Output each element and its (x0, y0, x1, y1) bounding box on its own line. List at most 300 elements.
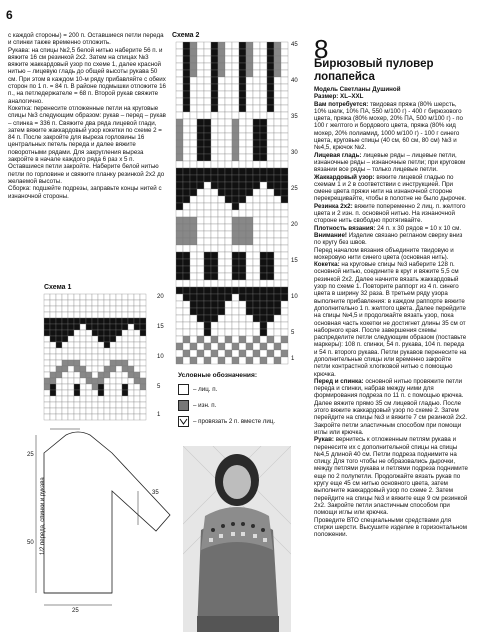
stitch-cell (110, 312, 116, 318)
stitch-cell (211, 350, 218, 357)
stitch-cell (134, 312, 140, 318)
stitch-cell (260, 238, 267, 245)
stitch-cell (218, 63, 225, 70)
stitch-cell (211, 266, 218, 273)
stitch-cell (267, 217, 274, 224)
stitch-cell (56, 330, 62, 336)
stitch-cell (246, 252, 253, 259)
stitch-cell (239, 224, 246, 231)
stitch-cell (140, 318, 146, 324)
stitch-cell (190, 259, 197, 266)
stitch-cell (218, 315, 225, 322)
stitch-cell (211, 56, 218, 63)
stitch-cell (260, 266, 267, 273)
stitch-cell (260, 231, 267, 238)
stitch-cell (232, 287, 239, 294)
stitch-cell (211, 301, 218, 308)
stitch-cell (274, 49, 281, 56)
stitch-cell (218, 357, 225, 364)
stitch-cell (239, 252, 246, 259)
stitch-cell (197, 308, 204, 315)
stitch-cell (128, 294, 134, 300)
stitch-cell (56, 336, 62, 342)
stitch-cell (140, 342, 146, 348)
stitch-cell (260, 196, 267, 203)
stitch-cell (232, 196, 239, 203)
stitch-cell (239, 343, 246, 350)
stitch-cell (253, 203, 260, 210)
stitch-cell (92, 402, 98, 408)
stitch-cell (197, 119, 204, 126)
stitch-cell (239, 105, 246, 112)
stitch-cell (267, 224, 274, 231)
stitch-cell (232, 56, 239, 63)
stitch-cell (86, 378, 92, 384)
stitch-cell (104, 384, 110, 390)
stitch-cell (204, 196, 211, 203)
stitch-cell (232, 98, 239, 105)
stitch-cell (246, 161, 253, 168)
stitch-cell (190, 140, 197, 147)
stitch-cell (74, 396, 80, 402)
stitch-cell (197, 63, 204, 70)
stitch-cell (267, 56, 274, 63)
section-label: Кокетка: (314, 261, 340, 269)
stitch-cell (134, 360, 140, 366)
stitch-cell (211, 126, 218, 133)
stitch-cell (190, 308, 197, 315)
stitch-cell (190, 84, 197, 91)
stitch-cell (80, 318, 86, 324)
schematic-rotated-label: 1/2 переда, спинки и рукава (40, 477, 46, 555)
stitch-cell (56, 300, 62, 306)
stitch-cell (197, 133, 204, 140)
stitch-cell (225, 217, 232, 224)
stitch-cell (68, 366, 74, 372)
stitch-cell (104, 318, 110, 324)
stitch-cell (260, 224, 267, 231)
legend-title: Условные обозначения: (178, 372, 258, 379)
stitch-cell (239, 245, 246, 252)
stitch-cell (110, 414, 116, 420)
stitch-cell (260, 203, 267, 210)
stitch-cell (98, 390, 104, 396)
stitch-cell (56, 324, 62, 330)
stitch-cell (56, 306, 62, 312)
stitch-cell (86, 312, 92, 318)
stitch-cell (232, 259, 239, 266)
stitch-cell (183, 161, 190, 168)
stitch-cell (232, 245, 239, 252)
stitch-cell (267, 343, 274, 350)
stitch-cell (134, 378, 140, 384)
stitch-cell (92, 324, 98, 330)
stitch-cell (110, 318, 116, 324)
stitch-cell (140, 324, 146, 330)
stitch-cell (204, 168, 211, 175)
stitch-cell (281, 140, 288, 147)
stitch-cell (211, 42, 218, 49)
stitch-cell (232, 168, 239, 175)
stitch-cell (260, 161, 267, 168)
stitch-cell (62, 306, 68, 312)
stitch-cell (74, 336, 80, 342)
stitch-cell (80, 408, 86, 414)
stitch-cell (225, 322, 232, 329)
stitch-cell (183, 357, 190, 364)
stitch-cell (110, 330, 116, 336)
stitch-cell (204, 252, 211, 259)
stitch-cell (239, 357, 246, 364)
stitch-cell (86, 354, 92, 360)
stitch-cell (134, 348, 140, 354)
stitch-cell (86, 402, 92, 408)
stitch-cell (92, 294, 98, 300)
stitch-cell (197, 126, 204, 133)
stitch-cell (204, 315, 211, 322)
stitch-cell (225, 63, 232, 70)
stitch-cell (281, 126, 288, 133)
stitch-cell (176, 357, 183, 364)
stitch-cell (176, 126, 183, 133)
stitch-cell (128, 384, 134, 390)
stitch-cell (232, 140, 239, 147)
stitch-cell (267, 161, 274, 168)
stitch-cell (281, 294, 288, 301)
stitch-cell (218, 140, 225, 147)
stitch-cell (281, 203, 288, 210)
stitch-cell (274, 238, 281, 245)
stitch-cell (204, 238, 211, 245)
stitch-cell (253, 84, 260, 91)
stitch-cell (274, 140, 281, 147)
stitch-cell (267, 336, 274, 343)
article-model: Модель Светланы Душиной (314, 86, 401, 93)
stitch-cell (183, 56, 190, 63)
stitch-cell (225, 245, 232, 252)
stitch-cell (122, 414, 128, 420)
stitch-cell (246, 350, 253, 357)
stitch-cell (183, 343, 190, 350)
stitch-cell (246, 273, 253, 280)
stitch-cell (225, 203, 232, 210)
stitch-cell (116, 300, 122, 306)
stitch-cell (274, 154, 281, 161)
stitch-cell (183, 308, 190, 315)
stitch-cell (56, 390, 62, 396)
stitch-cell (98, 366, 104, 372)
stitch-cell (211, 259, 218, 266)
stitch-cell (197, 147, 204, 154)
stitch-cell (122, 342, 128, 348)
stitch-cell (211, 336, 218, 343)
stitch-cell (239, 336, 246, 343)
stitch-cell (190, 56, 197, 63)
stitch-cell (239, 126, 246, 133)
stitch-cell (253, 252, 260, 259)
schema2-row-label: 15 (291, 258, 298, 264)
stitch-cell (253, 280, 260, 287)
stitch-cell (56, 342, 62, 348)
section-text: лицевые ряды – лицевые петли, изнаночные ряды – изнаночные петли; при круговом вязании все ряды – только лицевые петли. (314, 151, 466, 174)
stitch-cell (225, 182, 232, 189)
stitch-cell (197, 112, 204, 119)
stitch-cell (190, 63, 197, 70)
stitch-cell (74, 360, 80, 366)
stitch-cell (274, 350, 281, 357)
stitch-cell (218, 161, 225, 168)
stitch-cell (253, 238, 260, 245)
stitch-cell (267, 357, 274, 364)
stitch-cell (274, 112, 281, 119)
stitch-cell (74, 372, 80, 378)
stitch-cell (274, 336, 281, 343)
stitch-cell (204, 189, 211, 196)
stitch-cell (190, 196, 197, 203)
stitch-cell (253, 350, 260, 357)
stitch-cell (68, 378, 74, 384)
stitch-cell (204, 357, 211, 364)
schema1-row-label: 15 (157, 324, 164, 330)
stitch-cell (134, 306, 140, 312)
stitch-cell (204, 336, 211, 343)
section-label: Резинка 2х2: (314, 202, 353, 210)
stitch-cell (232, 119, 239, 126)
stitch-cell (218, 294, 225, 301)
stitch-cell (239, 63, 246, 70)
stitch-cell (122, 306, 128, 312)
stitch-cell (211, 273, 218, 280)
stitch-cell (253, 56, 260, 63)
stitch-cell (80, 300, 86, 306)
stitch-cell (274, 245, 281, 252)
stitch-cell (92, 354, 98, 360)
stitch-cell (218, 154, 225, 161)
stitch-cell (183, 175, 190, 182)
stitch-cell (86, 342, 92, 348)
stitch-cell (74, 306, 80, 312)
stitch-cell (176, 147, 183, 154)
stitch-cell (281, 105, 288, 112)
stitch-cell (197, 42, 204, 49)
stitch-cell (218, 238, 225, 245)
stitch-cell (44, 324, 50, 330)
stitch-cell (190, 42, 197, 49)
stitch-cell (98, 360, 104, 366)
stitch-cell (218, 280, 225, 287)
stitch-cell (92, 372, 98, 378)
stitch-cell (104, 390, 110, 396)
stitch-cell (80, 402, 86, 408)
stitch-cell (274, 210, 281, 217)
stitch-cell (267, 77, 274, 84)
stitch-cell (211, 70, 218, 77)
stitch-cell (260, 217, 267, 224)
stitch-cell (253, 224, 260, 231)
stitch-cell (86, 384, 92, 390)
stitch-cell (232, 147, 239, 154)
stitch-cell (246, 224, 253, 231)
stitch-cell (50, 300, 56, 306)
stitch-cell (74, 312, 80, 318)
stitch-cell (190, 182, 197, 189)
stitch-cell (232, 266, 239, 273)
stitch-cell (197, 168, 204, 175)
stitch-cell (92, 342, 98, 348)
stitch-cell (274, 91, 281, 98)
left-paragraph: Кокетка: перенесите отложенные петли на круговые спицы №3 следующим образом: рукав – перед – рукав – спинка = 336 п. Свяжите два ряда лицевой глади, затем вяжите жаккардовый узор кокетки по схеме 2 = 84 п. После закройте для выреза горловины 16 центральных петель переда и далее вяжите поворотными рядами. Для закругления выреза закройте в начале каждого ряда 6 раз х 5 п. Оставшиеся петли закройте. Наберите белой нитью петли по горловине и свяжите планку резинкой 2х2 до желаемой высоты. (8, 104, 166, 185)
stitch-cell (183, 231, 190, 238)
stitch-cell (253, 273, 260, 280)
stitch-cell (232, 84, 239, 91)
stitch-cell (197, 49, 204, 56)
stitch-cell (225, 287, 232, 294)
stitch-cell (122, 324, 128, 330)
stitch-cell (183, 147, 190, 154)
stitch-cell (211, 133, 218, 140)
schema2-row-label: 45 (291, 42, 298, 48)
stitch-cell (197, 70, 204, 77)
stitch-cell (274, 42, 281, 49)
stitch-cell (44, 390, 50, 396)
stitch-cell (92, 408, 98, 414)
stitch-cell (44, 360, 50, 366)
stitch-cell (190, 175, 197, 182)
stitch-cell (104, 354, 110, 360)
stitch-cell (260, 357, 267, 364)
stitch-cell (197, 203, 204, 210)
stitch-cell (190, 322, 197, 329)
stitch-cell (274, 315, 281, 322)
stitch-cell (110, 324, 116, 330)
stitch-cell (204, 287, 211, 294)
stitch-cell (239, 308, 246, 315)
stitch-cell (122, 318, 128, 324)
stitch-cell (92, 384, 98, 390)
stitch-cell (253, 42, 260, 49)
stitch-cell (204, 210, 211, 217)
stitch-cell (218, 231, 225, 238)
stitch-cell (110, 396, 116, 402)
stitch-cell (104, 378, 110, 384)
stitch-cell (176, 63, 183, 70)
stitch-cell (62, 396, 68, 402)
stitch-cell (225, 126, 232, 133)
stitch-cell (211, 308, 218, 315)
stitch-cell (274, 77, 281, 84)
schema2-title: Схема 2 (172, 32, 200, 39)
stitch-cell (225, 175, 232, 182)
stitch-cell (281, 301, 288, 308)
stitch-cell (211, 294, 218, 301)
stitch-cell (253, 245, 260, 252)
stitch-cell (44, 306, 50, 312)
stitch-cell (86, 372, 92, 378)
stitch-cell (239, 161, 246, 168)
stitch-cell (246, 259, 253, 266)
stitch-cell (267, 308, 274, 315)
stitch-cell (225, 133, 232, 140)
stitch-cell (211, 203, 218, 210)
stitch-cell (134, 336, 140, 342)
stitch-cell (281, 112, 288, 119)
stitch-cell (267, 49, 274, 56)
stitch-cell (176, 70, 183, 77)
stitch-cell (80, 372, 86, 378)
stitch-cell (80, 384, 86, 390)
stitch-cell (267, 196, 274, 203)
stitch-cell (211, 217, 218, 224)
stitch-cell (197, 154, 204, 161)
stitch-cell (211, 315, 218, 322)
stitch-cell (140, 408, 146, 414)
stitch-cell (281, 98, 288, 105)
stitch-cell (197, 189, 204, 196)
stitch-cell (50, 330, 56, 336)
stitch-cell (232, 91, 239, 98)
stitch-cell (80, 414, 86, 420)
stitch-cell (246, 322, 253, 329)
page-number: 6 (6, 8, 13, 22)
stitch-cell (281, 231, 288, 238)
stitch-cell (128, 300, 134, 306)
stitch-cell (232, 329, 239, 336)
stitch-cell (176, 231, 183, 238)
stitch-cell (190, 105, 197, 112)
stitch-cell (211, 322, 218, 329)
stitch-cell (116, 396, 122, 402)
stitch-cell (86, 360, 92, 366)
stitch-cell (86, 306, 92, 312)
stitch-cell (50, 390, 56, 396)
stitch-cell (110, 342, 116, 348)
stitch-cell (176, 98, 183, 105)
stitch-cell (190, 329, 197, 336)
materials-text: твидовая пряжа (80% шерсть, 10% шелк, 10% ПА, 550 м/100 г) - 400 г бирюзового цвета, пряжа (80% мохер, 20% ПА, 500 м/100 г) - по 100 г желтого и бордового цвета, пряжа (80% кид мохер, 20% полиамид, 1000 м/100 г) - 100 г синего цвета, круговые спицы (40 см, 60 см, 80 см) №3 и №4,5, крючок №2. (314, 100, 463, 152)
stitch-cell (183, 189, 190, 196)
stitch-cell (281, 273, 288, 280)
stitch-cell (68, 294, 74, 300)
stitch-cell (246, 56, 253, 63)
stitch-cell (183, 98, 190, 105)
stitch-cell (134, 390, 140, 396)
section-text: на круговые спицы №3 наберите 128 п. основной нитью, соедините в круг и вяжите 5,5 см резинкой 2х2. Далее начните вязать жаккардовый узор по схеме 1. Повторите раппорт из 4 п. синего цвета в ширину 32 раза. В третьем ряду узора выполните прибавления: в каждом раппорте вяжите дополнительно 1 п. желтого цвета. Далее перейдите на спицы №4,5 и продолжайте вязать узор, пока основная часть кокетки не достигнет длины 35 см от наборного края. После завершения схемы распределите петли следующим образом (поставьте маркеры): 108 п. спинки, 54 п. рукава, 104 п. переда и 54 п. второго рукава. Петли рукавов перенесите на дополнительные спицы или временно закройте петли контрастной хлопковой нитью с помощью крючка. (314, 261, 467, 378)
section (314, 203, 468, 225)
stitch-cell (128, 312, 134, 318)
stitch-cell (110, 360, 116, 366)
stitch-cell (176, 175, 183, 182)
stitch-cell (110, 306, 116, 312)
stitch-cell (62, 312, 68, 318)
stitch-cell (281, 77, 288, 84)
stitch-cell (140, 414, 146, 420)
stitch-cell (260, 91, 267, 98)
stitch-cell (62, 324, 68, 330)
stitch-cell (225, 70, 232, 77)
stitch-cell (281, 217, 288, 224)
legend-label: – провязать 2 п. вместе лиц. (193, 418, 276, 425)
stitch-cell (239, 273, 246, 280)
stitch-cell (260, 119, 267, 126)
dimension-label: 50 (27, 540, 34, 546)
stitch-cell (110, 402, 116, 408)
stitch-cell (92, 300, 98, 306)
stitch-cell (44, 336, 50, 342)
section-label: Рукав: (314, 436, 334, 444)
stitch-cell (225, 273, 232, 280)
stitch-cell (140, 354, 146, 360)
stitch-cell (246, 280, 253, 287)
